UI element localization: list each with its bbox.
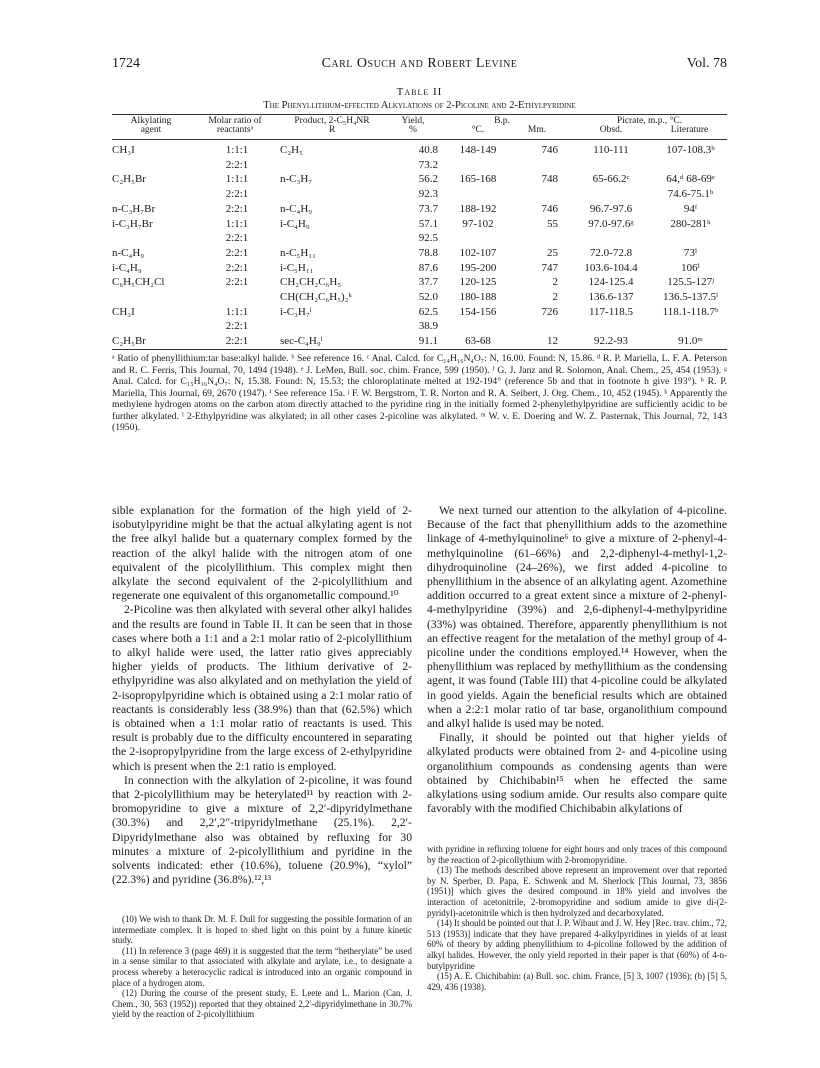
cell-lit: 118.1-118.7ᵇ	[662, 305, 719, 318]
table-row	[112, 319, 727, 333]
header-bp: B.p.	[494, 116, 510, 126]
cell-bp: 120-125	[459, 276, 497, 289]
cell-ratio: 1:1:1	[225, 144, 249, 156]
footnote: (13) The methods described above represent an improvement over that reported by N. Sperber, D. Papa, E. Schwenk and M. Sherlock [This Journal, 73, 3856 (1951)] which gives the desired compound in 18% yield and involves the interaction of acetonitrile, 2-bromopyridine and sodium amide to give di-(2-pyridyl)-acetonitrile which is then hydrolyzed and decarboxylated.	[427, 865, 727, 918]
cell-lit: 280-281ʰ	[670, 217, 711, 230]
header-agent: agent	[140, 125, 162, 135]
cell-ratio: 2:2:1	[225, 276, 249, 289]
table-row	[112, 305, 727, 319]
header-bp-c: °C.	[471, 125, 485, 135]
cell-bp: 195-200	[459, 261, 497, 274]
cell-yield: 73.7	[418, 202, 438, 215]
footnote: (10) We wish to thank Dr. M. F. Dull for suggesting the possible formation of an intermediate complex. It is hoped to shed light on this point by a future kinetic study.	[112, 914, 412, 946]
page-number: 1724	[112, 56, 140, 71]
cell-yield: 56.2	[418, 173, 438, 186]
table-header-rule	[112, 139, 727, 140]
cell-agent: CH₃I	[112, 144, 135, 156]
data-table	[112, 116, 727, 348]
cell-yield: 78.8	[418, 246, 438, 259]
cell-r: n-C₅H₁₁	[280, 246, 316, 259]
left-paragraph: 2-Picoline was then alkylated with several other alkyl halides and the results are found in Table II. It can be seen that in those cases where both a 1:1 and a 2:1 molar ratio of 2-picolyllithium to alkyl halide were used, the latter ratio gives appreciably higher yields of products. The lithium derivative of 2-ethylpyridine was also alkylated and on methylation the yield of 2-isopropylpyridine which is obtained using a 2:1 molar ratio of reactants is considerably less (38.9%) than that (62.5%) which is obtained when a 1:1 molar ratio of reactants is used. This result is probably due to the difficulty encountered in separating the 2-isopropylpyridine from the large excess of 2-ethylpyridine which is present when the 2:1 ratio is employed.	[112, 603, 412, 773]
cell-mm: 2	[552, 276, 558, 289]
cell-agent: C₂H₅Br	[112, 335, 146, 348]
cell-lit: 73ⁱ	[683, 246, 698, 259]
footnote: (12) During the course of the present study, E. Leete and L. Marion (Can. J. Chem., 30, 563 (1952)) reported that they obtained 2,2′-dipyridylmethane in 30.7% yield by the reaction of 2-picolyllithium	[112, 988, 412, 1020]
cell-bp: 180-188	[459, 291, 497, 303]
cell-agent: CH₃I	[112, 305, 135, 318]
cell-bp: 102-107	[459, 246, 497, 259]
table-header	[112, 116, 727, 138]
cell-r: i-C₅H₁₁	[280, 261, 314, 274]
table-title: The Phenyllithium-effected Alkylations of 2-Picoline and 2-Ethylpyridine	[263, 100, 576, 111]
cell-ratio: 2:2:1	[225, 320, 249, 333]
cell-bp: 165-168	[459, 173, 497, 186]
cell-ratio: 1:1:1	[225, 173, 249, 186]
cell-mm: 746	[541, 144, 558, 156]
cell-ratio: 2:2:1	[225, 246, 249, 259]
cell-obsd: 97.0-97.6ᵍ	[588, 217, 634, 230]
cell-bp: 97-102	[462, 217, 494, 230]
right-column	[427, 504, 727, 816]
cell-ratio: 1:1:1	[225, 305, 249, 318]
table-row	[112, 246, 727, 260]
table-row	[112, 202, 727, 216]
cell-obsd: 92.2-93	[594, 335, 628, 348]
cell-ratio: 2:2:1	[225, 335, 249, 348]
table-row	[112, 187, 727, 201]
cell-obsd: 96.7-97.6	[589, 202, 633, 215]
header-alkylating: Alkylating	[130, 116, 172, 126]
cell-yield: 38.9	[418, 320, 438, 333]
left-footnotes	[112, 914, 412, 1020]
cell-bp: 63-68	[465, 335, 491, 348]
cell-yield: 37.7	[418, 276, 438, 289]
cell-bp: 188-192	[459, 202, 497, 215]
table-row	[112, 290, 727, 304]
running-header	[112, 56, 727, 76]
cell-yield: 52.0	[418, 291, 438, 303]
cell-mm: 12	[547, 335, 558, 348]
cell-obsd: 124-125.4	[588, 276, 634, 289]
cell-r: CH₂CH₂C₆H₅	[280, 276, 342, 289]
cell-yield: 91.1	[418, 335, 438, 348]
cell-ratio: 2:2:1	[225, 158, 249, 171]
cell-ratio: 2:2:1	[225, 232, 249, 245]
table-row	[112, 261, 727, 275]
cell-agent: n-C₄H₉	[112, 246, 145, 259]
cell-obsd: 103.6-104.4	[584, 261, 638, 274]
cell-obsd: 117-118.5	[588, 305, 634, 318]
table-footnotes-text: ᵃ Ratio of phenyllithium:tar base:alkyl halide. ᵇ See reference 16. ᶜ Anal. Calcd. for C₁₄H₁₆N₄O₇: N, 16.00. Found: N, 15.86. ᵈ R. P. Mariella, L. F. A. Peterson and R. C. Ferris, This Journal, 70, 1494 (1948). ᵉ J. LeMen, Bull. soc. chim. France, 599 (1950). ᶠ G. J. Janz and R. Solomon, Anal. Chem., 25, 454 (1953). ᵍ Anal. Calcd. for C₁₅H₁₆N₄O₇: N, 15.38. Found: N, 15.53; the chloroplatinate melted at 192-194° (reference 5b and that in footnote h give 193°). ʰ R. P. Mariella, This Journal, 69, 2670 (1947). ⁱ See reference 15a. ʲ F. W. Bergstrom, T. R. Norton and R. A. Seibert, J. Org. Chem., 10, 452 (1945). ᵏ Apparently the methylene hydrogen atoms on the carbon atom directly attached to the pyridine ring in the initially formed 2-phenylethylpyridine are sufficiently acidic to be further alkylated. ˡ 2-Ethylpyridine was alkylated; in all other cases 2-picoline was alkylated. ᵐ W. v. E. Doering and W. Z. Pasternak, This Journal, 72, 143 (1950).	[112, 353, 727, 433]
cell-ratio: 2:2:1	[225, 202, 249, 215]
right-footnotes	[427, 844, 727, 992]
table-footnotes	[112, 353, 727, 434]
right-paragraph: Finally, it should be pointed out that higher yields of alkylated products were obtained from 2- and 4-picoline using organolithium compounds as condensing agents than were obtained by Chichibabin¹⁵ when he effected the same alkylations using sodium amide. Our results also compare quite favorably with the modified Chichibabin alkylations of	[427, 731, 727, 816]
cell-lit: 107-108.3ᵇ	[666, 144, 715, 156]
footnote: with pyridine in refluxing toluene for eight hours and only traces of this compound by the reaction of 2-picollythium with 2-bromopyridine.	[427, 844, 727, 865]
cell-lit: 125.5-127ʲ	[667, 276, 714, 289]
cell-bp: 154-156	[459, 305, 497, 318]
cell-obsd: 72.0-72.8	[589, 246, 633, 259]
cell-lit: 74.6-75.1ᵇ	[667, 188, 714, 201]
cell-bp: 148-149	[459, 144, 497, 156]
cell-mm: 2	[552, 291, 558, 303]
cell-lit: 64,ᵈ 68-69ᵉ	[666, 173, 715, 186]
cell-yield: 62.5	[418, 305, 438, 318]
cell-mm: 747	[541, 261, 558, 274]
cell-lit: 106ⁱ	[681, 261, 700, 274]
cell-obsd: 136.6-137	[588, 291, 634, 303]
cell-yield: 92.5	[418, 232, 438, 245]
right-paragraph: We next turned our attention to the alkylation of 4-picoline. Because of the fact that phenyllithium adds to the azomethine linkage of 4-methylquinoline⁶ to give a mixture of 2-phenyl-4-methylquinoline (61–66%) and 2,2-diphenyl-4-methyl-1,2-dihydroquinoline (24–26%), we first added 4-picoline to phenyllithium in the absence of an alkylating agent. Azomethine addition occurred to a great extent since a mixture of 2-phenyl-4-methylpyridine (39%) and 2,6-diphenyl-4-methylpyridine (33%) was obtained. Therefore, apparently phenyllithium is not an effective reagent for the metalation of the methyl group of 4-picoline under the conditions employed.¹⁴ However, when the phenyllithium was replaced by methyllithium as the condensing agent, it was found (Table III) that 4-picoline could be alkylated in good yields. Again the beneficial results which are obtained when a 2:2:1 molar ratio of tar base, organolithium compound and alkyl halide is used may be noted.	[427, 504, 727, 731]
header-yield: Yield,	[401, 116, 425, 126]
table-top-rule	[112, 114, 727, 115]
cell-yield: 57.1	[418, 217, 438, 230]
cell-ratio: 1:1:1	[225, 217, 249, 230]
table-row	[112, 172, 727, 186]
table-row	[112, 231, 727, 245]
footnote: (15) A. E. Chichibabin: (a) Bull. soc. chim. France, [5] 3, 1007 (1936); (b) [5] 5, 429, 436 (1938).	[427, 971, 727, 992]
running-authors: Carl Osuch and Robert Levine	[321, 56, 518, 71]
header-yield-unit: %	[409, 125, 417, 135]
left-column	[112, 504, 412, 887]
cell-mm: 55	[547, 217, 558, 230]
cell-lit: 94ᶠ	[683, 202, 698, 215]
header-reactants: reactantsᵃ	[216, 125, 254, 135]
cell-ratio: 2:2:1	[225, 261, 249, 274]
volume-number: Vol. 78	[686, 56, 727, 71]
cell-r: n-C₄H₉	[280, 202, 313, 215]
cell-lit: 91.0ᵐ	[678, 335, 703, 348]
left-paragraph: In connection with the alkylation of 2-picoline, it was found that 2-picolyllithium may be heterylated¹¹ by reaction with 2-bromopyridine to give a mixture of 2,2′-dipyridylmethane (30.3%) and 2,2′,2″-tripyridylmethane (25.1%). 2,2′-Dipyridylmethane also was obtained by refluxing for 30 minutes a mixture of 2-picolyllithium and pyridine in the solvents indicated: ether (10.6%), toluene (20.9%), “xylol” (22.3%) and pyridine (36.8%).¹²,¹³	[112, 773, 412, 887]
header-r: R	[328, 125, 336, 135]
cell-agent: i-C₄H₉	[112, 261, 142, 274]
left-paragraph: sible explanation for the formation of the high yield of 2-isobutylpyridine might be that the actual alkylating agent is not the free alkyl halide but a quaternary complex formed by the reaction of the alkyl halide with the nitrogen atom of one equivalent of the picolyllithium. This complex might then alkylate the second equivalent of the 2-picolyllithium and regenerate one equivalent of this organometallic compound.¹⁰	[112, 504, 412, 603]
cell-yield: 87.6	[418, 261, 438, 274]
footnote: (11) In reference 3 (page 469) it is suggested that the term “hetherylate” be used in a sense similar to that associated with alkylate and arylate, i.e., to designate a process whereby a heterocyclic radical is introduced into an organic compound in place of a hydrogen atom.	[112, 945, 412, 988]
header-molar-ratio: Molar ratio of	[208, 116, 262, 126]
cell-yield: 92.3	[418, 188, 438, 201]
header-bp-mm: Mm.	[527, 125, 547, 135]
cell-agent: C₆H₅CH₂Cl	[112, 276, 165, 289]
cell-mm: 748	[541, 173, 558, 186]
cell-mm: 726	[541, 305, 558, 318]
header-picrate: Picrate, m.p., °C.	[616, 116, 683, 126]
cell-obsd: 110-111	[593, 144, 629, 156]
cell-lit: 136.5-137.5ˡ	[663, 291, 718, 303]
table-row	[112, 275, 727, 289]
cell-mm: 25	[547, 246, 558, 259]
cell-agent: n-C₃H₇Br	[112, 202, 156, 215]
header-product: Product, 2-C₅H₄NR	[294, 116, 370, 126]
cell-r: i-C₄H₉	[280, 217, 310, 230]
cell-r: C₂H₅	[280, 144, 303, 156]
cell-r: CH(CH₂C₆H₅)₂ᵏ	[280, 291, 352, 303]
footnote: (14) It should be pointed out that J. P. Wibaut and J. W. Hey [Rec. trav. chim., 72, 513 (1953)] indicate that they have prepared 4-alkylpyridines in yields of at least 60% of theory by adding phenyllithium to 4-picoline followed by the addition of alkyl halides. However, the only yield reported in their paper is that (60%) of 4-n-butylpyridine	[427, 918, 727, 971]
cell-agent: C₂H₅Br	[112, 173, 146, 186]
table-bottom-rule	[112, 349, 727, 350]
table-label: Table II	[396, 86, 443, 98]
cell-yield: 40.8	[418, 144, 438, 156]
header-obsd: Obsd.	[599, 125, 623, 135]
table-row	[112, 158, 727, 172]
table-row	[112, 143, 727, 157]
cell-ratio: 2:2:1	[225, 188, 249, 201]
header-literature: Literature	[670, 125, 709, 135]
cell-mm: 746	[541, 202, 558, 215]
cell-obsd: 65-66.2ᶜ	[592, 173, 630, 186]
cell-yield: 73.2	[418, 158, 438, 171]
cell-r: i-C₃H₇ˡ	[280, 305, 312, 318]
table-row	[112, 334, 727, 348]
cell-r: n-C₃H₇	[280, 173, 313, 186]
table-row	[112, 217, 727, 231]
cell-agent: i-C₃H₇Br	[112, 217, 153, 230]
cell-r: sec-C₄H₉ˡ	[280, 335, 323, 348]
